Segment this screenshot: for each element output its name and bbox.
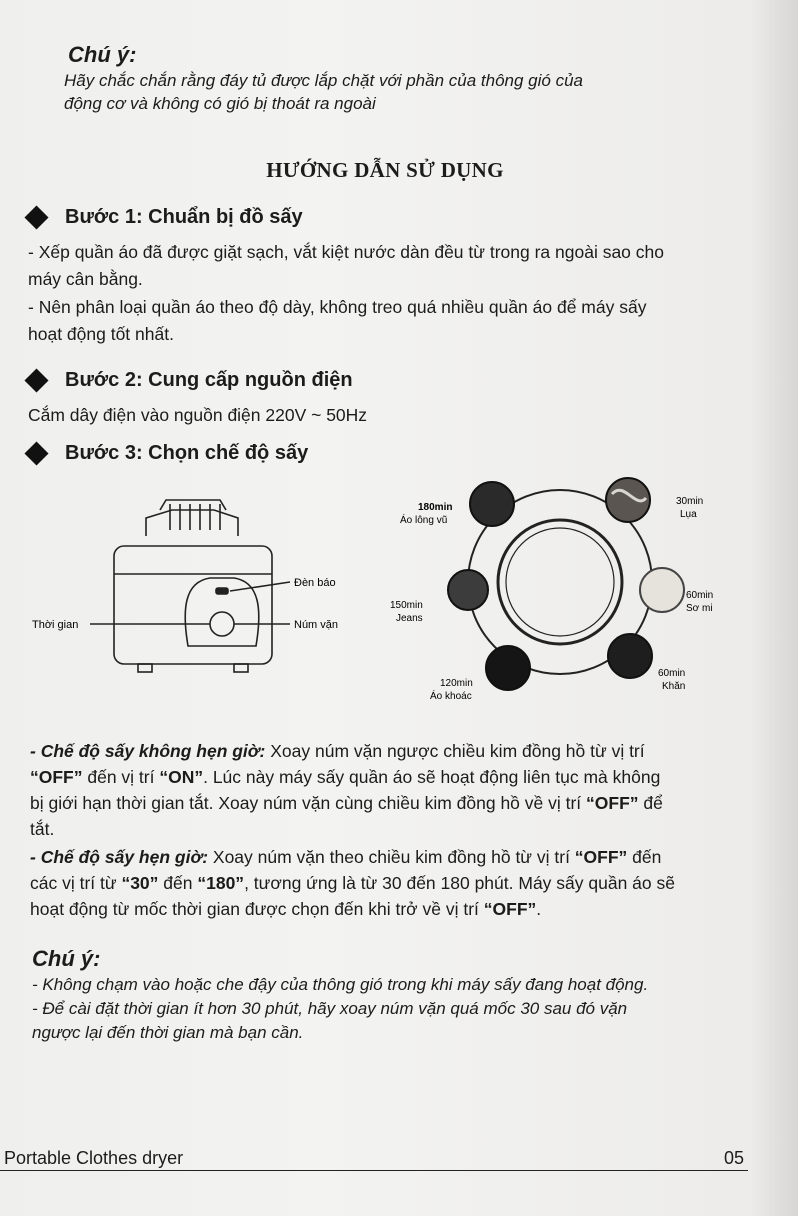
text-run: . xyxy=(536,899,542,919)
step-1-title xyxy=(22,206,303,229)
diamond-bullet-icon xyxy=(24,441,48,465)
dial-inner-ring xyxy=(498,520,622,644)
note-line: Hãy chắc chắn rằng đáy tủ được lắp chặt với phần của thông gió của xyxy=(64,71,583,90)
coat-photo xyxy=(486,646,530,690)
dial-diagram xyxy=(380,470,740,710)
step-1-line: máy cân bằng. xyxy=(28,269,143,289)
note-title: Chú ý: xyxy=(68,42,137,67)
dial-time-60b: 60min xyxy=(658,668,686,679)
shirt-photo xyxy=(640,568,684,612)
dial-time-60a: 60min xyxy=(686,590,714,601)
value-180: “180” xyxy=(197,873,245,893)
dial-fabric-silk: Lụa xyxy=(680,509,697,520)
knob-label: Núm vặn xyxy=(294,619,339,631)
dial-fabric-shirt: Sơ mi xyxy=(686,603,713,614)
value-30: “30” xyxy=(121,873,159,893)
knob-icon xyxy=(210,612,234,636)
diamond-bullet-icon xyxy=(24,368,48,392)
text-run: đến xyxy=(627,847,662,867)
text-run: hoạt động từ mốc thời gian được chọn đến khi trở về vị trí xyxy=(30,899,484,919)
dryer-diagram xyxy=(20,490,360,680)
text-run: đến vị trí xyxy=(82,767,160,787)
dial-fabric-jeans: Jeans xyxy=(396,613,423,624)
step-1-line: - Nên phân loại quần áo theo độ dày, không treo quá nhiều quần áo để máy sấy xyxy=(28,297,647,317)
on-value: “ON” xyxy=(159,767,204,787)
mode-no-timer-label: - Chế độ sấy không hẹn giờ: xyxy=(30,741,266,761)
dial-fabric-down: Áo lông vũ xyxy=(400,515,448,526)
motor-top xyxy=(146,510,238,536)
step-2-label: Bước 2: Cung cấp nguồn điện xyxy=(65,369,353,391)
text-run: Xoay núm vặn ngược chiều kim đồng hồ từ vị trí xyxy=(265,741,645,761)
step-3-title xyxy=(22,442,308,465)
mode-no-timer-line: tắt. xyxy=(30,819,55,839)
text-run: , tương ứng là từ 30 đến 180 phút. Máy sấy quần áo sẽ xyxy=(244,873,675,893)
off-value: “OFF” xyxy=(483,899,537,919)
step-1-line: hoạt động tốt nhất. xyxy=(28,324,174,344)
dial-time-180: 180min xyxy=(418,502,453,513)
note-title: Chú ý: xyxy=(32,946,101,971)
note-line: - Không chạm vào hoặc che đậy của thông gió trong khi máy sấy đang hoạt động. xyxy=(32,975,649,994)
jeans-photo xyxy=(448,570,488,610)
indicator-label: Đèn báo xyxy=(294,577,336,589)
text-run: đến xyxy=(158,873,198,893)
dial-time-30: 30min xyxy=(676,496,704,507)
note-line: động cơ và không có gió bị thoát ra ngoài xyxy=(64,94,376,113)
mode-timer-line xyxy=(30,898,541,920)
mode-no-timer-line xyxy=(30,740,645,762)
mode-no-timer-line xyxy=(30,766,660,788)
text-run: . Lúc này máy sấy quần áo sẽ hoạt động liên tục mà không xyxy=(203,767,661,787)
time-label: Thời gian xyxy=(32,619,79,631)
step-1-line: - Xếp quần áo đã được giặt sạch, vắt kiệt nước dàn đều từ trong ra ngoài sao cho xyxy=(28,242,664,262)
step-3-label: Bước 3: Chọn chế độ sấy xyxy=(65,442,309,464)
off-value: “OFF” xyxy=(586,793,639,813)
dial-fabric-coat: Áo khoác xyxy=(430,691,472,702)
dial-fabric-towel: Khăn xyxy=(662,681,686,692)
section-heading: HƯỚNG DẪN SỬ DỤNG xyxy=(266,158,504,182)
indicator-light-icon xyxy=(216,588,228,594)
text-run: Xoay núm vặn theo chiều kim đồng hồ từ vị trí xyxy=(208,847,575,867)
step-2-line: Cắm dây điện vào nguồn điện 220V ~ 50Hz xyxy=(28,405,368,425)
text-run: các vị trí từ xyxy=(30,873,122,893)
off-value: “OFF” xyxy=(30,767,83,787)
mode-timer-label: - Chế độ sấy hẹn giờ: xyxy=(30,847,209,867)
note-line: - Để cài đặt thời gian ít hơn 30 phút, hãy xoay núm vặn quá mốc 30 sau đó vặn xyxy=(32,999,628,1018)
note-line: ngược lại đến thời gian mà bạn cần. xyxy=(32,1023,304,1042)
towel-photo xyxy=(608,634,652,678)
dial-time-150: 150min xyxy=(390,600,423,611)
down-jacket-photo xyxy=(470,482,514,526)
page-number: 05 xyxy=(724,1148,745,1168)
mode-timer-line xyxy=(30,872,675,894)
text-run: để xyxy=(638,793,663,813)
step-1-label: Bước 1: Chuẩn bị đồ sấy xyxy=(65,206,303,228)
mode-timer-line xyxy=(30,846,661,868)
step-2-title xyxy=(22,369,353,392)
dial-time-120: 120min xyxy=(440,678,473,689)
footer-rule xyxy=(0,1170,748,1171)
text-run: bị giới hạn thời gian tắt. Xoay núm vặn cùng chiều kim đồng hồ về vị trí xyxy=(30,793,587,813)
diamond-bullet-icon xyxy=(24,205,48,229)
off-value: “OFF” xyxy=(574,847,628,867)
footer-product: Portable Clothes dryer xyxy=(4,1148,184,1168)
mode-no-timer-line xyxy=(30,792,663,814)
